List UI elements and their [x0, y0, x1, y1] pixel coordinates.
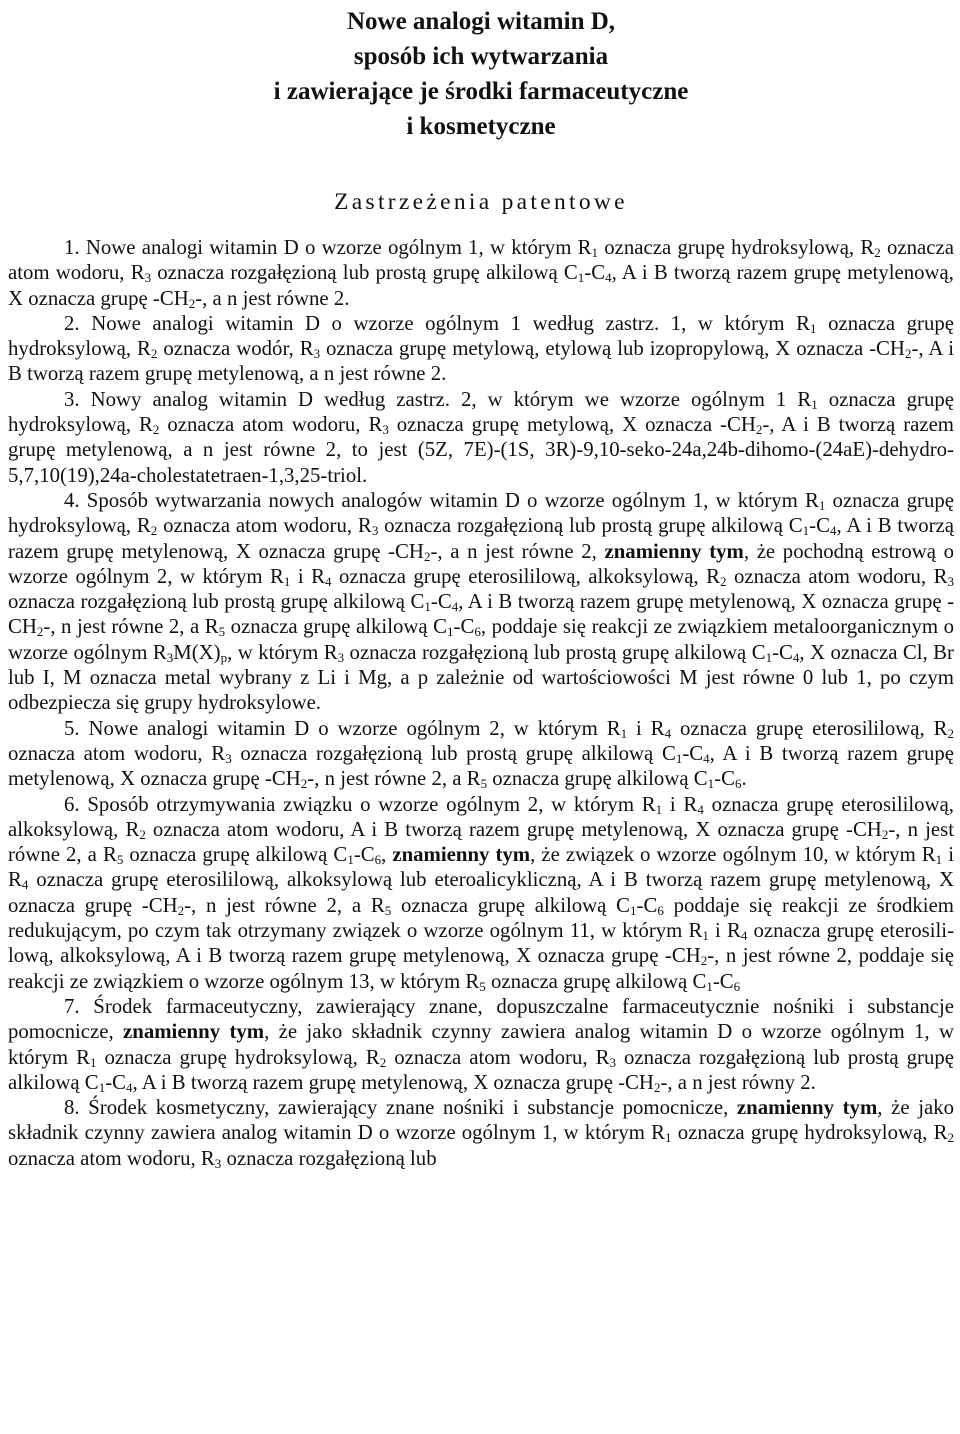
subscript: 2	[700, 953, 708, 969]
subscript: 4	[451, 599, 459, 615]
claim-text: oznacza rozgałęzioną lub prostą grupę alkilową C	[378, 514, 803, 538]
subscript: 5	[384, 902, 392, 918]
claim-text: oznacza grupę alkilową C	[123, 843, 348, 867]
claim-text: oznacza grupę hydroksylową, R	[8, 488, 954, 538]
title-line: Nowe analogi witamin D,	[346, 8, 616, 35]
claim-text: -C	[809, 514, 830, 538]
subscript: 1	[577, 270, 585, 286]
claim-text: oznacza grupę hydroksylową, R	[8, 387, 954, 437]
claim-text: i R	[290, 564, 325, 588]
claim-text: -, A i B tworzą razem grupę metylenową, a n jest równe 2, to jest (5Z, 7E)-(1S, 3R)-9,10-seko-24a,24b-dihomo-(24aE)-dehydro-5,7,10(19),24a-cholestatetraen-1,3,25-triol.	[8, 413, 954, 487]
claim-text: oznacza rozgałęzioną lub prostą grupę alkilową C	[344, 640, 766, 664]
subscript: 1	[675, 750, 683, 766]
claim-text: .	[741, 767, 747, 791]
claim-text: oznacza atom wodoru, R	[8, 236, 954, 285]
claim-text: , że pochodną estrową o wzorze ogólnym 2, w którym R	[8, 539, 955, 588]
claim-text: Środek kosmetyczny, zawierający znane nośniki i substancje pomocnicze,	[79, 1096, 737, 1120]
subscript: 5	[480, 776, 488, 792]
section-heading: Zastrzeżenia patentowe	[334, 189, 628, 215]
subscript: 1	[655, 801, 663, 817]
claim-text: oznacza atom wodoru, R	[386, 1045, 610, 1069]
subscript: 2	[177, 902, 185, 918]
claim-number: 8.	[64, 1096, 80, 1120]
claim-text: i R	[8, 843, 954, 892]
subscript: 3	[225, 750, 232, 766]
claim-text: i R	[708, 919, 741, 943]
subscript: 3	[313, 346, 321, 362]
subscript: 1	[665, 1130, 672, 1146]
claim-4	[8, 488, 954, 716]
claim-text: i R	[627, 716, 665, 740]
subscript: 1	[98, 1079, 106, 1095]
subscript: 2	[904, 346, 912, 362]
claim-text: M(X)	[173, 640, 221, 664]
claim-text: -, n jest równe 2, a R	[184, 893, 385, 917]
claim-5	[8, 716, 954, 792]
claim-text: oznacza grupę alkilową C	[487, 767, 708, 791]
claim-text: , w którym R	[227, 640, 338, 664]
claim-text: oznacza grupę eterosililową, alkoksylową, R	[331, 564, 720, 588]
claim-text: -C	[105, 1070, 126, 1094]
subscript: 6	[734, 776, 742, 792]
subscript: 4	[703, 750, 710, 766]
claim-text: , że związek o wzorze ogólnym 10, w którym R	[530, 843, 936, 867]
claim-number: 4.	[64, 488, 80, 512]
subscript: 1	[811, 396, 818, 412]
document-title	[8, 4, 954, 144]
claims-list	[8, 235, 954, 1171]
claim-emphasis: znamienny tym	[604, 539, 744, 563]
claim-text: Nowe analogi witamin D o wzorze ogólnym 1, w którym R	[79, 236, 592, 259]
subscript: 1	[818, 497, 826, 513]
claim-text: oznacza grupę hydroksylową, R	[96, 1045, 380, 1069]
claim-text: oznacza grupę alkilową C	[225, 615, 448, 639]
subscript: 1	[935, 852, 943, 868]
claim-3	[8, 387, 954, 488]
claim-number: 2.	[64, 311, 80, 335]
claim-text: oznacza grupę alkilową C	[485, 969, 707, 993]
claim-text: -C	[353, 843, 375, 867]
claim-text: -C	[636, 893, 658, 917]
claim-text: oznacza rozgałęzioną lub prostą grupę alkilową C	[231, 741, 676, 765]
claim-text: Sposób otrzymywania związku o wzorze ogólnym 2, w którym R	[79, 792, 656, 816]
subscript: 1	[802, 523, 810, 539]
claim-text: oznacza grupę eterosililową, alkoksylową, A i B tworzą razem grupę metylenową, X oznacza grupę -CH	[8, 919, 954, 968]
claim-text: -C	[772, 640, 793, 664]
subscript: 2	[881, 826, 889, 842]
subscript: 2	[947, 1130, 954, 1146]
claim-text: Sposób wytwarzania nowych analogów witamin D o wzorze ogólnym 1, w którym R	[79, 488, 819, 512]
subscript: 2	[152, 422, 160, 438]
subscript: 1	[702, 928, 709, 944]
subscript: 6	[374, 852, 382, 868]
claim-number: 5.	[64, 716, 80, 740]
subscript: 1	[347, 852, 354, 868]
subscript: 4	[697, 801, 704, 817]
claim-text: Środek farmaceutyczny, zawierający znane, dopuszczalne farmaceutycznie nośniki i substancje pomocnicze,	[8, 994, 954, 1044]
claim-number: 3.	[64, 387, 80, 411]
claim-text: oznacza rozgałęzioną lub prostą grupę alkilową C	[8, 1045, 954, 1094]
subscript: 1	[283, 573, 291, 589]
claim-text: oznacza grupę hydroksylową, R	[8, 311, 954, 361]
claim-text: i R	[662, 792, 698, 816]
claim-text: Nowy analog witamin D według zastrz. 2, w którym we wzorze ogólnym 1 R	[79, 387, 812, 411]
claim-text: oznacza grupę hydroksylową, R	[598, 236, 875, 259]
subscript: 5	[218, 624, 226, 640]
subscript: 2	[300, 776, 308, 792]
claim-text: , A i B tworzą razem grupę metylenową, X oznacza grupę -CH	[132, 1070, 654, 1094]
subscript: 4	[325, 573, 332, 589]
subscript: 4	[605, 270, 612, 286]
subscript: 4	[125, 1079, 133, 1095]
claim-text: , A i B tworzą razem grupę metylenową, X oznacza grupę -CH	[8, 514, 955, 563]
claim-text: Nowe analogi witamin D o wzorze ogólnym 1 według zastrz. 1, w którym R	[79, 311, 811, 335]
subscript: 5	[479, 978, 486, 994]
claim-emphasis: znamienny tym	[392, 843, 531, 867]
subscript: 6	[474, 624, 481, 640]
claim-text: oznacza grupę alkilową C	[391, 893, 631, 917]
claim-text: oznacza atom wodoru, R	[159, 413, 383, 437]
subscript: 1	[591, 245, 598, 260]
claim-text: -, n jest równe 2, a R	[8, 817, 954, 867]
subscript: 2	[150, 346, 158, 362]
subscript: 3	[144, 270, 152, 286]
claim-text: -, n jest równe 2, poddaje się reakcji ze związkiem o wzorze ogólnym 13, w którym R	[8, 944, 954, 993]
claim-text: oznacza grupę metylową, etylową lub izopropylową, X oznacza -CH	[320, 337, 905, 361]
claim-text: oznacza atom wodoru, R	[8, 1146, 215, 1170]
claim-text: -, n jest równe 2, a R	[307, 767, 481, 791]
subscript: 2	[653, 1079, 661, 1095]
claim-text: , X oznacza Cl, Br lub I, M oznacza metal wybrany z Li i Mg, a p zależnie od wartościowości M jest równe 0 lub 1, po czym odbezpiecza się grupy hydroksylowe.	[8, 640, 954, 715]
claim-text: oznacza atom wodoru, R	[8, 741, 226, 765]
claim-text: -C	[584, 261, 606, 285]
claim-7	[8, 994, 954, 1095]
subscript: 3	[382, 422, 389, 438]
subscript: 2	[150, 523, 158, 539]
claim-text: oznacza atom wodoru, A i B tworzą razem grupę metylenową, X oznacza grupę -CH	[145, 817, 882, 841]
title-line: i zawierające je środki farmaceutyczne	[273, 78, 689, 105]
claim-number: 1.	[64, 236, 80, 259]
subscript: 3	[947, 573, 954, 589]
claim-text: , A i B tworzą razem grupę metylenową, X oznacza grupę -CH	[8, 741, 955, 791]
claim-text: oznacza grupę metylową, X oznacza -CH	[388, 413, 756, 437]
subscript: 2	[423, 548, 431, 564]
subscript: 1	[707, 776, 715, 792]
claim-text: -C	[430, 590, 452, 614]
subscript: 4	[792, 649, 800, 665]
claim-text: oznacza rozgałęzioną lub prostą grupę alkilową C	[151, 261, 578, 285]
claim-text: oznacza grupę eterosililową, alkoksylową lub eteroalicykliczną, A i B tworzą razem grupę metylenową, X oznacza grupę -CH	[8, 868, 954, 917]
title-line: i kosmetyczne	[406, 113, 556, 140]
subscript: 1	[620, 725, 628, 741]
claim-text: -C	[714, 767, 735, 791]
subscript: 3	[337, 649, 345, 665]
claim-text: ,	[381, 843, 393, 867]
claim-text: -C	[712, 969, 734, 993]
subscript: 4	[829, 523, 837, 539]
claim-text: poddaje się reakcji ze środkiem redukującym, po czym tak otrzymany związek o wzorze ogólnym 11, w którym R	[8, 893, 954, 943]
claim-text: , A i B tworzą razem grupę metylenową, X oznacza grupę -CH	[8, 261, 954, 310]
claim-text: oznacza grupę eterosililową, R	[671, 716, 948, 740]
claim-1	[8, 235, 954, 311]
claim-text: -, a n jest równy 2.	[660, 1070, 816, 1094]
claim-text: , poddaje się reakcji ze związkiem metaloorganicznym o wzorze ogólnym R	[8, 615, 954, 664]
claim-6	[8, 792, 954, 994]
subscript: 4	[21, 877, 29, 893]
subscript: 3	[166, 649, 174, 665]
subscript: 2	[36, 624, 44, 640]
claim-text: oznacza wodór, R	[157, 337, 314, 361]
claim-text: oznacza atom wodoru, R	[157, 514, 372, 538]
claim-text: -C	[453, 615, 475, 639]
subscript: 1	[706, 978, 713, 994]
claim-text: -C	[682, 741, 704, 765]
claim-text: oznacza grupę eterosililową, alkoksylową, R	[8, 792, 955, 841]
subscript: 2	[379, 1054, 387, 1070]
claim-emphasis: znamienny tym	[736, 1096, 878, 1120]
subscript: 1	[89, 1054, 97, 1070]
subscript: 3	[609, 1054, 616, 1070]
subscript: 2	[947, 725, 954, 741]
claim-text: oznacza atom wodoru, R	[726, 564, 948, 588]
claim-text: , A i B tworzą razem grupę metylenową, X oznacza grupę -CH	[8, 590, 955, 639]
subscript: 2	[874, 245, 881, 260]
claim-text: Nowe analogi witamin D o wzorze ogólnym 2, w którym R	[79, 716, 621, 740]
subscript: 1	[765, 649, 773, 665]
subscript: 2	[139, 826, 146, 842]
subscript: 6	[733, 978, 741, 994]
subscript: 1	[810, 320, 817, 336]
claim-text: -, n jest równe 2, a R	[43, 615, 219, 639]
claim-number: 7.	[64, 994, 80, 1018]
claim-8	[8, 1095, 954, 1171]
claim-text: oznacza rozgałęzioną lub	[221, 1146, 437, 1170]
claim-text: -, a n jest równe 2.	[195, 286, 350, 310]
claim-text: -, A i B tworzą razem grupę metylenową, a n jest równe 2.	[8, 337, 954, 386]
claim-text: oznacza grupę hydroksylową, R	[671, 1121, 948, 1145]
claim-number: 6.	[64, 792, 80, 816]
subscript: 4	[664, 725, 672, 741]
subscript: 4	[740, 928, 748, 944]
subscript: 5	[116, 852, 124, 868]
subscript: 1	[424, 599, 431, 615]
subscript: 3	[214, 1155, 222, 1171]
subscript: 1	[447, 624, 454, 640]
subscript: 2	[719, 573, 727, 589]
subscript: 2	[188, 295, 196, 311]
claim-text: , że jako składnik czynny zawiera analog witamin D o wzorze ogólnym 1, w którym R	[8, 1020, 955, 1069]
claim-emphasis: znamienny tym	[123, 1020, 265, 1044]
claim-text: -, a n jest równe 2,	[430, 539, 605, 563]
claim-text: , że jako składnik czynny zawiera analog witamin D o wzorze ogólnym 1, w którym R	[8, 1096, 954, 1145]
subscript: 1	[630, 902, 637, 918]
subscript: 6	[657, 902, 664, 918]
subscript: 3	[371, 523, 379, 539]
subscript: p	[220, 649, 228, 665]
subscript: 2	[755, 422, 763, 438]
claim-2	[8, 311, 954, 387]
title-line: sposób ich wytwarzania	[353, 43, 609, 70]
claim-text: oznacza rozgałęzioną lub prostą grupę alkilową C	[8, 590, 425, 614]
